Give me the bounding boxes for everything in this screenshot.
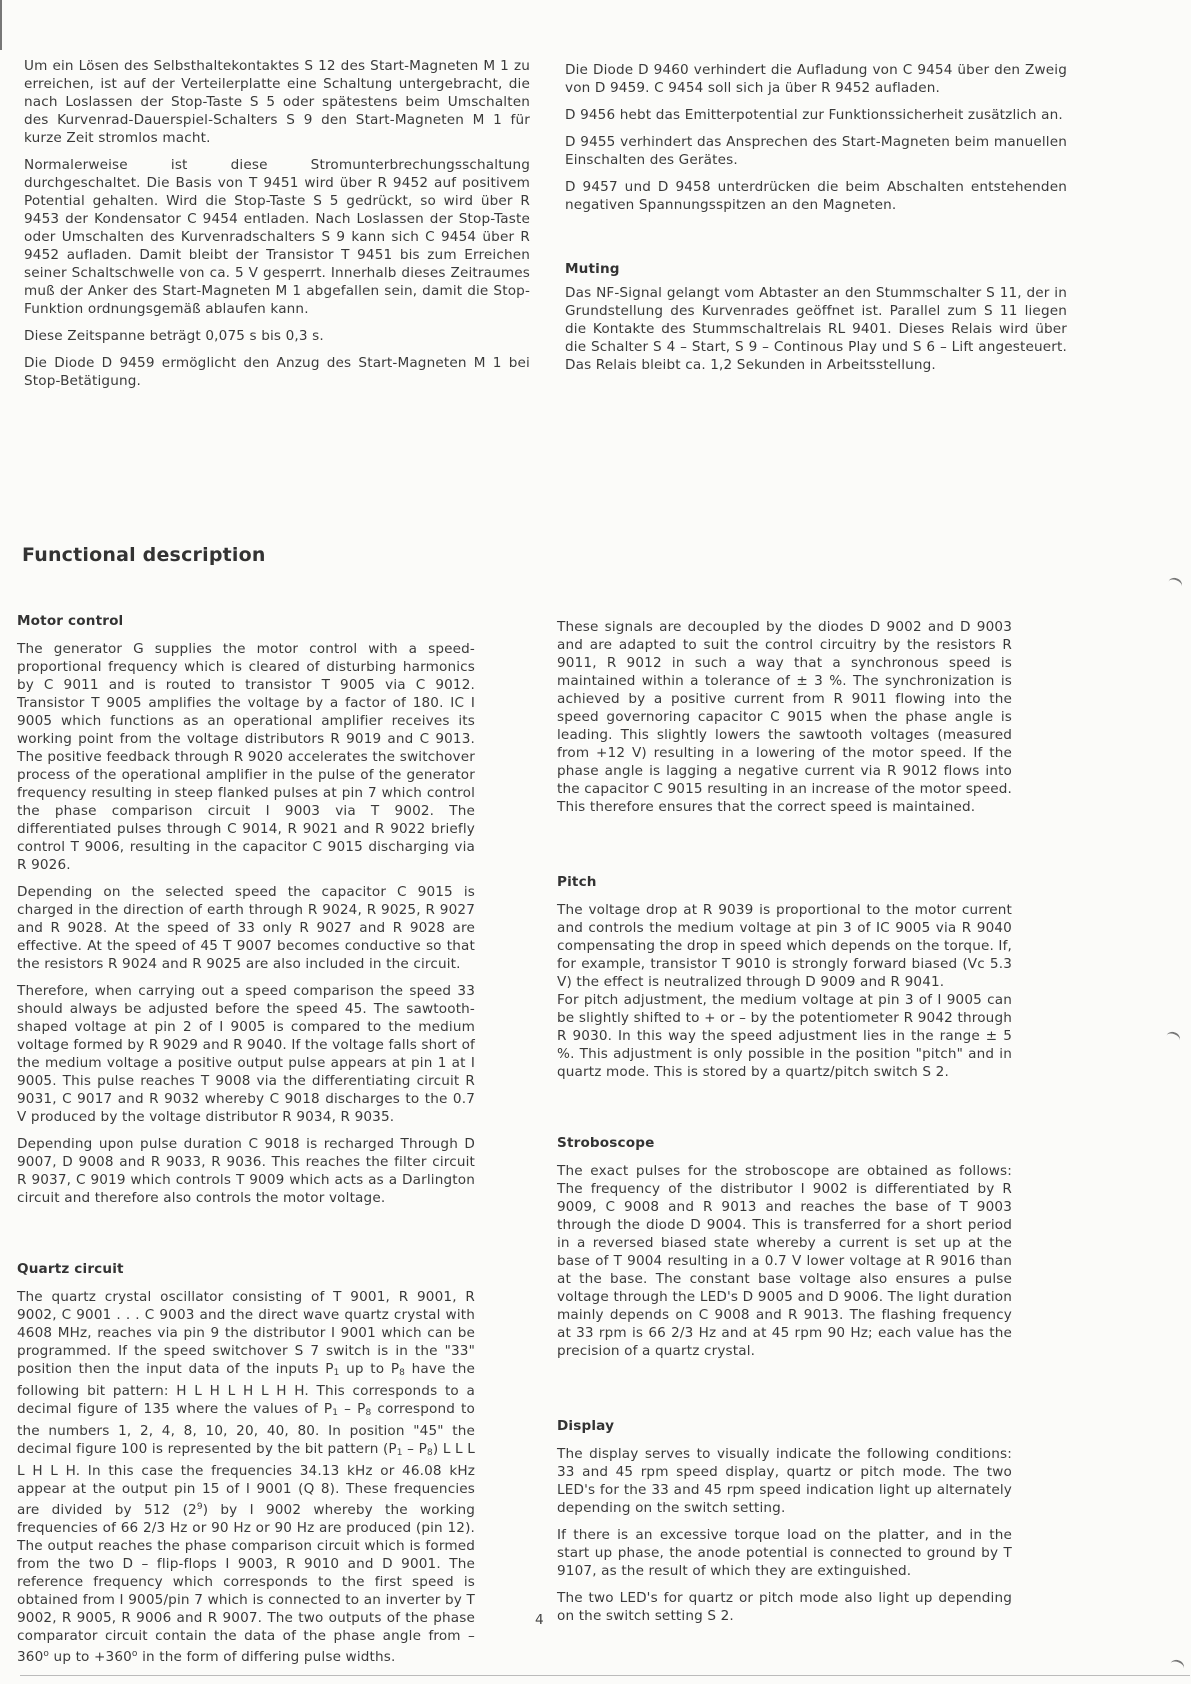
paragraph: Die Diode D 9460 verhindert die Aufladung von C 9454 über den Zweig von D 9459. C 9454 soll sich ja über R 9452 aufladen. bbox=[565, 62, 1067, 96]
binding-hole-mark bbox=[1164, 1030, 1181, 1046]
section-heading-motor-control: Motor control bbox=[17, 613, 124, 629]
bottom-edge-line bbox=[20, 1675, 1190, 1676]
paragraph: The generator G supplies the motor control with a speed-proportional frequency which is cleared of disturbing harmonics by C 9011 and is routed to transistor T 9005 via C 9012. Transistor T 9005 amplifies the voltage by a factor of 180. IC I 9005 which functions as an operational amplifier receives its working point from the voltage distributors R 9019 and C 9013. The positive feedback through R 9020 accelerates the switchover process of the operational amplifier in the pulse of the generator frequency resulting in steep flanked pulses at pin 7 which control the phase comparison circuit I 9003 via T 9002. The differentiated pulses through C 9014, R 9021 and R 9022 briefly control T 9006, resulting in the capacitor C 9015 discharging via R 9026. bbox=[17, 641, 475, 873]
section-heading-stroboscope: Stroboscope bbox=[557, 1135, 655, 1151]
page-number: 4 bbox=[535, 1612, 544, 1628]
paragraph: If there is an excessive torque load on the platter, and in the start up phase, the anode potential is connected to ground by T 9107, as the result of which they are extinguished. bbox=[557, 1527, 1012, 1579]
paragraph: D 9455 verhindert das Ansprechen des Start-Magneten beim manuellen Einschalten des Gerätes. bbox=[565, 134, 1067, 168]
paragraph: The voltage drop at R 9039 is proportional to the motor current and controls the medium voltage at pin 3 of IC 9005 via R 9040 compensating the drop in speed which depends on the torque. If, for example, transistor T 9010 is strongly forward biased (Vc 5.3 V) the effect is neutralized through D 9009 and R 9041. bbox=[557, 902, 1012, 990]
binding-hole-mark bbox=[1166, 576, 1183, 592]
paragraph: Depending upon pulse duration C 9018 is recharged Through D 9007, D 9008 and R 9033, R 9036. This reaches the filter circuit R 9037, C 9019 which controls T 9009 which acts as a Darlington circuit and therefore also controls the motor voltage. bbox=[17, 1136, 475, 1206]
paragraph: The display serves to visually indicate the following conditions: 33 and 45 rpm speed display, quartz or pitch mode. The two LED's for the 33 and 45 rpm speed indication light up alternately depending on the switch setting. bbox=[557, 1446, 1012, 1516]
section-heading-quartz-circuit: Quartz circuit bbox=[17, 1261, 124, 1277]
german-right-column bbox=[565, 61, 1067, 383]
paragraph: Diese Zeitspanne beträgt 0,075 s bis 0,3 s. bbox=[24, 328, 324, 344]
paragraph: For pitch adjustment, the medium voltage at pin 3 of I 9005 can be slightly shifted to + or – by the potentiometer R 9042 through R 9030. In this way the speed adjustment lies in the range ± 5 %. This adjustment is only possible in the position "pitch" and in quartz mode. This is stored by a quartz/pitch switch S 2. bbox=[557, 992, 1012, 1080]
english-right-column bbox=[557, 618, 1012, 1634]
paragraph: These signals are decoupled by the diodes D 9002 and D 9003 and are adapted to suit the control circuitry by the resistors R 9011, R 9012 in such a way that a synchronous speed is maintained within a tolerance of ± 3 %. The synchronization is achieved by a positive current from R 9011 flowing into the speed governoring capacitor C 9015 when the phase angle is leading. This slightly lowers the sawtooth voltages (measured from +12 V) resulting in a lowering of the motor speed. If the phase angle is lagging a negative current via R 9012 flows into the capacitor C 9015 resulting in an increase of the motor speed. This therefore ensures that the correct speed is maintained. bbox=[557, 619, 1012, 815]
english-left-column bbox=[17, 612, 475, 1675]
paragraph-quartz: The quartz crystal oscillator consisting of T 9001, R 9001, R 9002, C 9001 . . . C 9003 and the direct wave quartz crystal with 4608 MHz, reaches via pin 9 the distributor I 9001 which can be programmed. If the speed switchover S 7 switch is in the "33" position then the input data of the inputs $P_1$ up to $P_8$ have the following bit pattern: H L H L H L H H. This corresponds to a decimal figure of 135 where the values of $P_1 - P_8$ correspond to the numbers 1, 2, 4, 8, 10, 20, 40, 80. In position "45" the decimal figure 100 is represented by the bit pattern $(P_1 - P_8)$ L L L L H L H. In this case the frequencies 34.13 kHz or 46.08 kHz appear at the output pin 15 of I 9001 (Q 8). These frequencies are divided by 512 $(2^9)$ by I 9002 whereby the working frequencies of 66 2/3 Hz or 90 Hz or 90 Hz are produced (pin 12). The output reaches the phase comparison circuit which is formed from the two D – flip-flops I 9003, R 9010 and D 9001. The reference frequency which corresponds to the first speed is obtained from I 9005/pin 7 which is connected to an inverter by T 9002, R 9005, R 9006 and R 9007. The two outputs of the phase comparator circuit contain the data of the phase angle from –360$^o$ up to $+360^o$ in the form of differing pulse widths. bbox=[17, 1289, 475, 1665]
section-heading-pitch: Pitch bbox=[557, 874, 597, 890]
paragraph: D 9457 und D 9458 unterdrücken die beim Abschalten entstehenden negativen Spannungsspitzen an den Magneten. bbox=[565, 179, 1067, 213]
paragraph: Das NF-Signal gelangt vom Abtaster an den Stummschalter S 11, der in Grundstellung des Kurvenrades geöffnet ist. Parallel zum S 11 liegen die Kontakte des Stummschaltrelais RL 9401. Dieses Relais wird über die Schalter S 4 – Start, S 9 – Continous Play und S 6 – Lift angesteuert. Das Relais bleibt ca. 1,2 Sekunden in Arbeitsstellung. bbox=[565, 285, 1067, 373]
paragraph: Depending on the selected speed the capacitor C 9015 is charged in the direction of earth through R 9024, R 9025, R 9027 and R 9028. At the speed of 33 only R 9027 and R 9028 are effective. At the speed of 45 T 9007 becomes conductive so that the resistors R 9024 and R 9025 are also included in the circuit. bbox=[17, 884, 475, 972]
german-left-column bbox=[24, 57, 530, 399]
paragraph: Therefore, when carrying out a speed comparison the speed 33 should always be adjusted before the speed 45. The sawtooth-shaped voltage at pin 2 of I 9005 is compared to the medium voltage formed by R 9029 and R 9040. If the voltage falls short of the medium voltage a positive output pulse appears at pin 1 at I 9005. This pulse reaches T 9008 via the differentiating circuit R 9031, C 9017 and R 9032 whereby C 9018 discharges to the 0.7 V produced by the voltage distributor R 9034, R 9035. bbox=[17, 983, 475, 1125]
paragraph: D 9456 hebt das Emitterpotential zur Funktionssicherheit zusätzlich an. bbox=[565, 107, 1063, 123]
paragraph: The two LED's for quartz or pitch mode also light up depending on the switch setting S 2. bbox=[557, 1590, 1012, 1624]
paragraph: Normalerweise ist diese Stromunterbrechungsschaltung durchgeschaltet. Die Basis von T 9451 wird über R 9452 auf positivem Potential gehalten. Wird die Stop-Taste S 5 gedrückt, so wird über R 9453 der Kondensator C 9454 entladen. Nach Loslassen der Stop-Taste oder Umschalten des Kurvenradschalters S 9 kann sich C 9454 über R 9452 aufladen. Damit bleibt der Transistor T 9451 bis zum Erreichen seiner Schaltschwelle von ca. 5 V gesperrt. Innerhalb dieses Zeitraumes muß der Anker des Start-Magneten M 1 abgefallen sein, damit die Stop-Funktion ordnungsgemäß ablaufen kann. bbox=[24, 157, 530, 317]
section-heading-muting: Muting bbox=[565, 261, 620, 277]
binding-hole-mark bbox=[1168, 1658, 1185, 1674]
paragraph: The exact pulses for the stroboscope are obtained as follows: The frequency of the distributor I 9002 is differentiated by R 9009, C 9008 and R 9013 and reaches the base of T 9003 through the diode D 9004. This is transferred for a short period in a reversed biased state whereby a current is set up at the base of T 9004 resulting in a 0.7 V lower voltage at R 9016 than at the base. The constant base voltage also ensures a pulse voltage through the LED's D 9005 and D 9006. The light duration mainly depends on C 9008 and R 9013. The flashing frequency at 33 rpm is 66 2/3 Hz and at 45 rpm 90 Hz; each value has the precision of a quartz crystal. bbox=[557, 1163, 1012, 1359]
section-heading-display: Display bbox=[557, 1418, 615, 1434]
page-edge-mark bbox=[0, 0, 2, 50]
page-title: Functional description bbox=[22, 544, 266, 566]
paragraph: Die Diode D 9459 ermöglicht den Anzug des Start-Magneten M 1 bei Stop-Betätigung. bbox=[24, 355, 530, 389]
paragraph: Um ein Lösen des Selbsthaltekontaktes S 12 des Start-Magneten M 1 zu erreichen, ist auf der Verteilerplatte eine Schaltung untergebracht, die nach Loslassen der Stop-Taste S 5 oder spätestens beim Umschalten des Kurvenrad-Dauerspiel-Schalters S 9 den Start-Magneten M 1 für kurze Zeit stromlos macht. bbox=[24, 58, 530, 146]
